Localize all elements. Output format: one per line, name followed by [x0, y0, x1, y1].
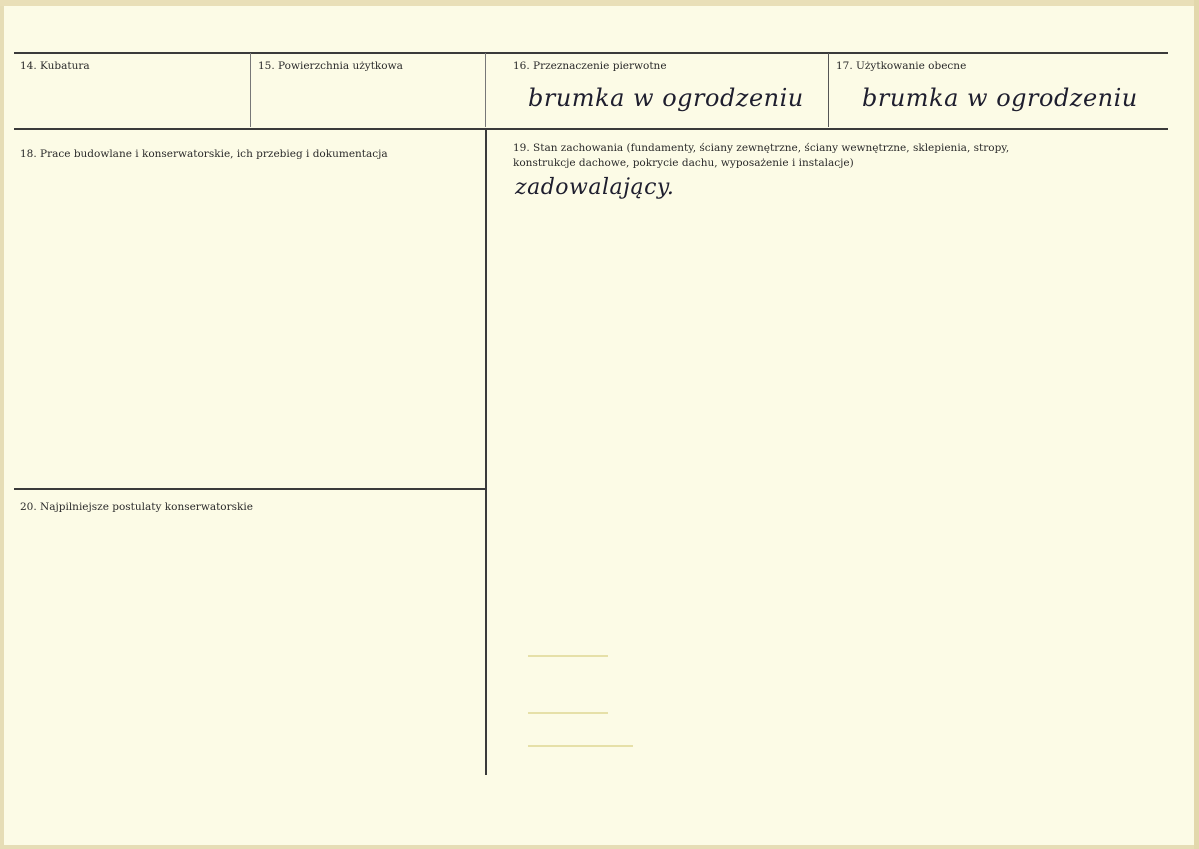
rule-18-20 — [14, 488, 486, 490]
divider-16-17 — [828, 53, 829, 127]
field-14-label: 14. Kubatura — [20, 60, 90, 72]
divider-main-vertical — [485, 129, 487, 775]
field-19-label-line2: konstrukcje dachowe, pokrycie dachu, wyposażenie i instalacje) — [513, 157, 854, 169]
middle-rule — [14, 128, 1168, 130]
field-19-label-line1: 19. Stan zachowania (fundamenty, ściany zewnętrzne, ściany wewnętrzne, sklepienia, stropy, — [513, 142, 1010, 154]
field-18-label: 18. Prace budowlane i konserwatorskie, ich przebieg i dokumentacja — [20, 148, 388, 160]
field-19-value: zadowalający. — [515, 175, 675, 200]
field-16-value: brumka w ogrodzeniu — [528, 84, 804, 112]
faint-mark — [528, 712, 608, 714]
field-20-label: 20. Najpilniejsze postulaty konserwatorskie — [20, 501, 253, 513]
faint-mark — [528, 745, 633, 747]
field-16-label: 16. Przeznaczenie pierwotne — [513, 60, 667, 72]
field-15-label: 15. Powierzchnia użytkowa — [258, 60, 403, 72]
field-17-label: 17. Użytkowanie obecne — [836, 60, 967, 72]
top-rule — [14, 52, 1168, 54]
faint-mark — [528, 655, 608, 657]
divider-14-15 — [250, 53, 251, 127]
divider-15-16 — [485, 53, 486, 127]
field-17-value: brumka w ogrodzeniu — [862, 84, 1138, 112]
